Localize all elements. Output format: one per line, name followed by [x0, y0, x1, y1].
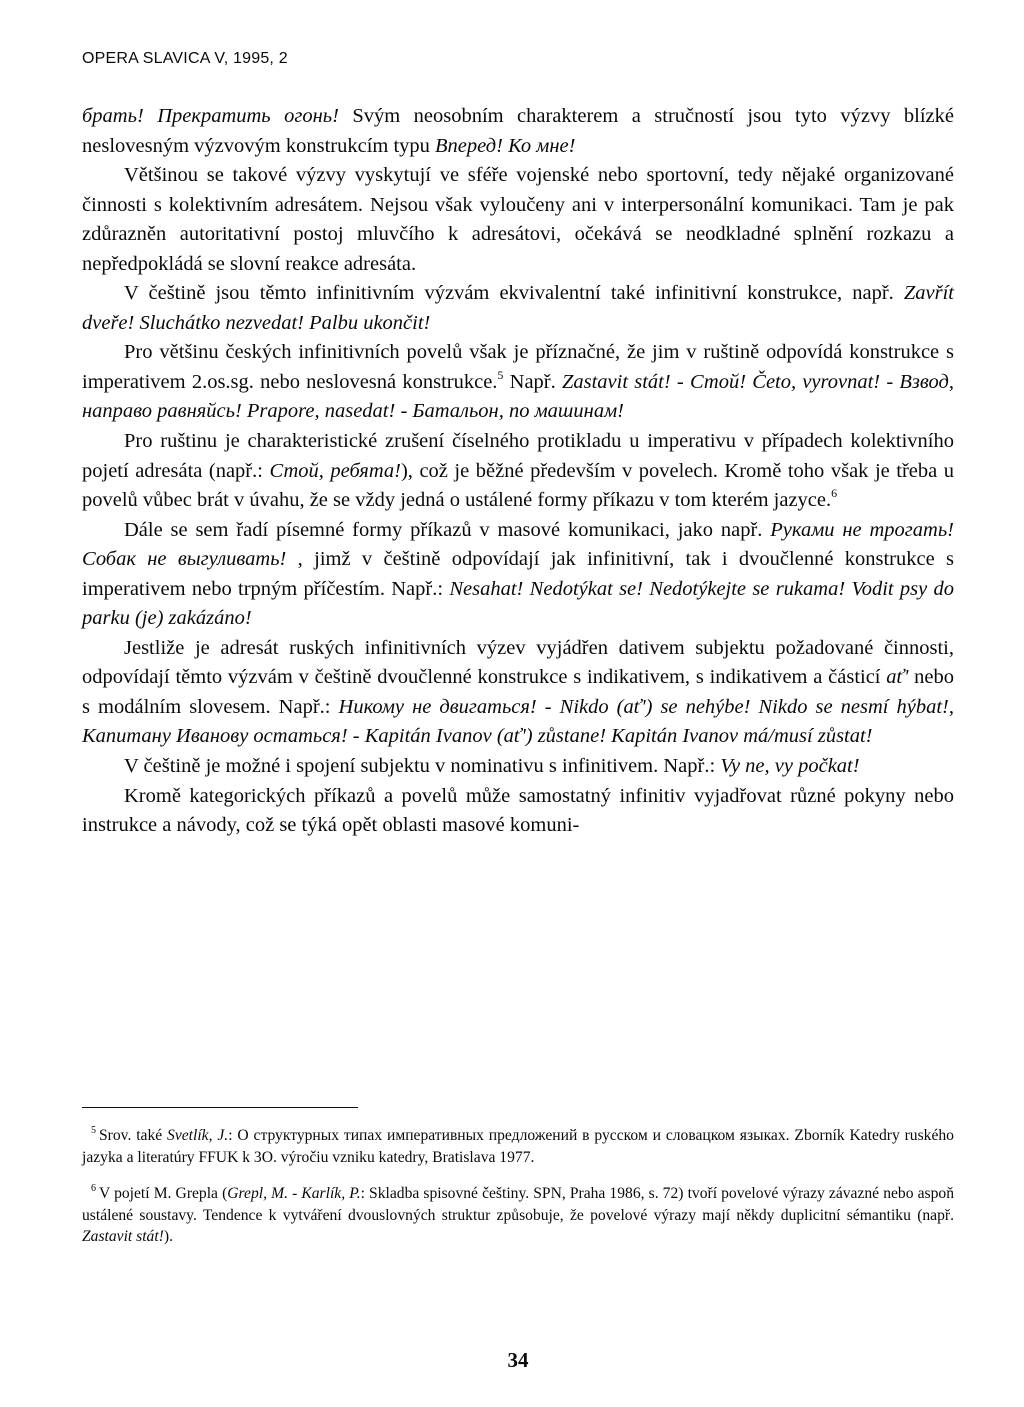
footnote-rule: [82, 1107, 358, 1108]
particle-example: ať': [886, 666, 909, 689]
footnotes: [82, 1125, 954, 1263]
example-pairs: Zastavit stát! - Стой! Četo, vyrovnat! - Взвод, направо равняйсь! Prapore, nasedat! - Батальон, по машинам!: [82, 370, 954, 423]
russian-example: брать! Прекратить огонь!: [82, 105, 339, 127]
paragraph-3: V češtině jsou těmto infinitivním výzvám ekvivalentní také infinitivní konstrukce, např. Zavřít dveře! Sluchátko nezvedat! Palbu ukončit!: [82, 282, 954, 334]
paragraph-8: V češtině je možné i spojení subjektu v nominativu s infinitivem. Např.: Vy ne, vy počkat!: [124, 755, 860, 778]
running-head: OPERA SLAVICA V, 1995, 2: [82, 50, 288, 67]
footnote-mark: 5: [91, 1125, 96, 1136]
paragraph-5: Pro ruštinu je charakteristické zrušení číselného protikladu u imperativu v případech kolektivního pojetí adresáta (např.: Стой, ребята!), což je běžné především v povelech. Kromě toho však je třeba u povelů vůbec brát v úvahu, že se vždy jedná o ustálené formy příkazu v tom kterém jazyce.$^6$: [82, 430, 955, 512]
journal-page: [82, 0, 954, 1407]
paragraph-9: Kromě kategorických příkazů a povelů může samostatný infinitiv vyjadřovat různé pokyny nebo instrukce a návody, což se týká opět oblasti masové komuni-: [82, 784, 954, 837]
russian-example: Ко мне!: [508, 134, 576, 157]
body-text: [82, 102, 954, 841]
author-citation: Svetlík, J.: [167, 1127, 229, 1144]
paragraph-7: Jestliže je adresát ruských infinitivních výzev vyjádřen dativem subjektu požadované činnosti, odpovídají těmto výzvám v češtině dvoučlenné konstrukce s indikativem, s indikativem a částicí ať' nebo s modálním slovesem. Např.: Никому не двигаться! - Nikdo (ať') se nehýbe! Nikdo se nesmí hýbat!, Капитану Иванову остаться! - Kapitán Ivanov (ať') zůstane! Kapitán Ivanov má/musí zůstat!: [82, 636, 954, 748]
czech-example: Vy ne, vy počkat!: [720, 755, 860, 778]
page-number: 34: [507, 1348, 529, 1372]
footnote-ref-5: 5: [497, 367, 504, 382]
footnote-6: $^6$ V pojetí M. Grepla (Grepl, M. - Karlík, P.: Skladba spisovné češtiny. SPN, Praha 1986, s. 72) tvoří povelové výrazy závazné nebo aspoň ustálené soustavy. Tendence k vytváření dvouslovných struktur způsobuje, že povelové výrazy mají někdy duplicitní sémantiku (např. Zastavit stát!).: [82, 1183, 954, 1245]
author-citation: Grepl, M. - Karlík, P.: [227, 1185, 361, 1202]
czech-example: Nesahat! Nedotýkat se! Nedotýkejte se rukama! Vodit psy do parku (je) zakázáno!: [82, 577, 954, 630]
russian-example: Стой, ребята!: [269, 459, 401, 482]
paragraph-1: брать! Прекратить огонь! Svým neosobním charakterem a stručností jsou tyto výzvy blízké neslovesným výzvovým konstrukcím typu Вперед! Ко мне!: [82, 105, 954, 157]
paragraph-2: Většinou se takové výzvy vyskytují ve sféře vojenské nebo sportovní, tedy nějaké organizované činnosti s kolektivním adresátem. Nejsou však vyloučeny ani v interpersonální komunikaci. Tam je pak zdůrazněn autoritativní postoj mluvčího k adresátovi, očekává se neodkladné splnění rozkazu a nepředpokládá se slovní reakce adresáta.: [82, 164, 954, 275]
russian-example: Руками не трогать! Собак не выгуливать!: [82, 518, 954, 571]
paragraph-4: Pro většinu českých infinitivních povelů však je příznačné, že jim v ruštině odpovídá konstrukce s imperativem 2.os.sg. nebo neslovesná konstrukce.$^5$ Např. Zastavit stát! - Стой! Četo, vyrovnat! - Взвод, направо равняйсь! Prapore, nasedat! - Батальон, по машинам!: [82, 341, 954, 423]
czech-example: Zavřít dveře! Sluchátko nezvedat! Palbu ukončit!: [82, 282, 954, 334]
footnote-ref-6: 6: [831, 486, 838, 501]
czech-example: Zastavit stát!: [82, 1228, 164, 1245]
footnote-mark: 6: [91, 1183, 96, 1194]
paragraph-6: Dále se sem řadí písemné formy příkazů v masové komunikaci, jako např. Руками не трогать! Собак не выгуливать! , jimž v češtině odpovídají jak infinitivní, tak i dvoučlenné konstrukce s imperativem nebo trpným příčestím. Např.: Nesahat! Nedotýkat se! Nedotýkejte se rukama! Vodit psy do parku (je) zakázáno!: [82, 518, 954, 630]
example-pairs: Никому не двигаться! - Nikdo (ať') se nehýbe! Nikdo se nesmí hýbat!, Капитану Иванову остаться! - Kapitán Ivanov (ať') zůstane! Kapitán Ivanov má/musí zůstat!: [82, 695, 954, 748]
russian-example: Вперед!: [435, 134, 503, 157]
footnote-5: $^5$ Srov. také Svetlík, J.: О структурных типах императивных предложений в русском и словацком языках. Zborník Katedry ruského jazyka a literatúry FFUK k 3O. výročiu vzniku katedry, Bratislava 1977.: [82, 1125, 954, 1166]
